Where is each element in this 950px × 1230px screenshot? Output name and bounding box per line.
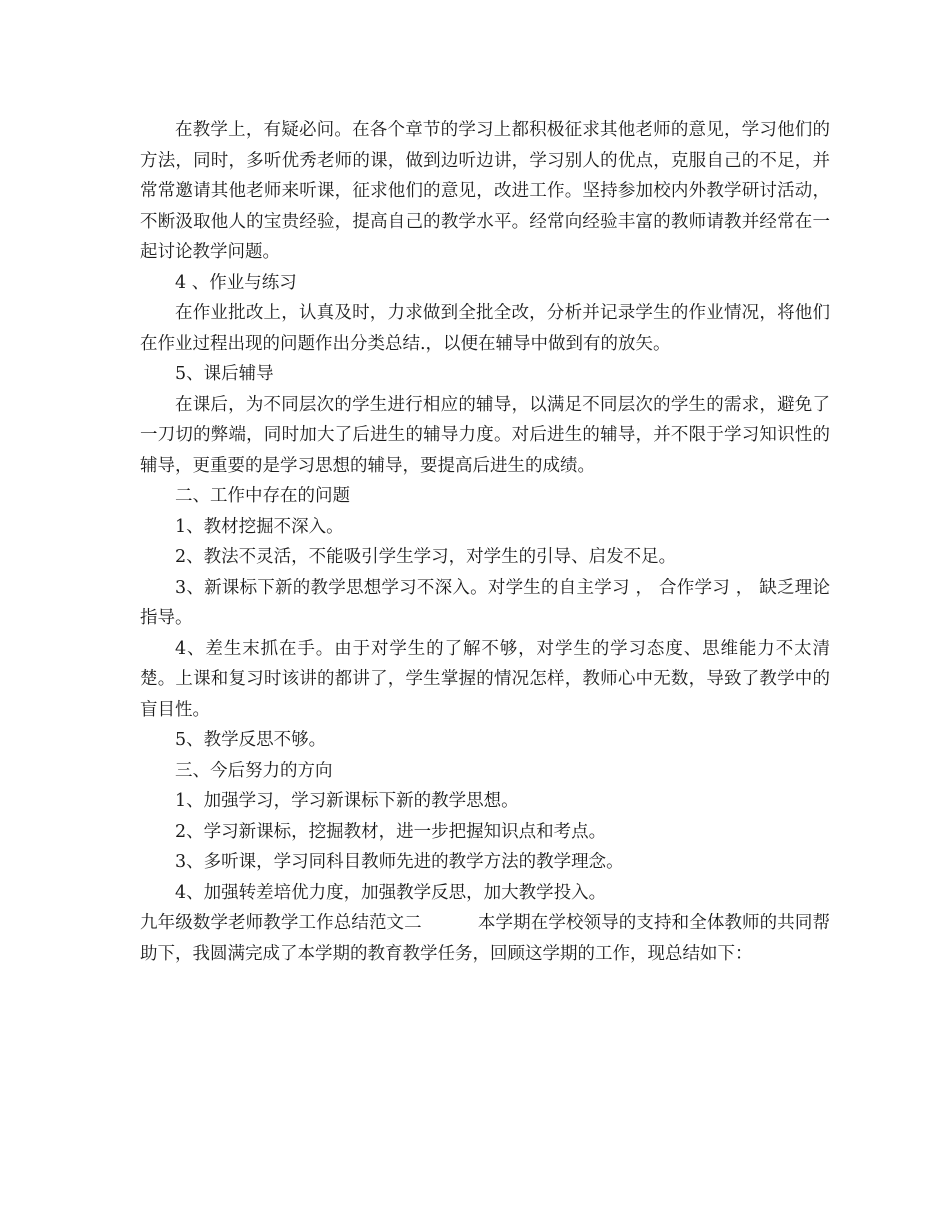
problem-item-3: 3、新课标下新的教学思想学习不深入。对学生的自主学习 ， 合作学习 ， 缺乏理论指导。 (140, 577, 830, 628)
direction-item-3: 3、多听课，学习同科目教师先进的教学方法的教学理念。 (175, 852, 624, 872)
closing-paragraph (140, 908, 830, 969)
heading-after-class-tutoring: 5、课后辅导 (175, 364, 274, 384)
sample-title: 九年级数学老师教学工作总结范文二 (140, 913, 422, 933)
problem-item-1: 1、教材挖掘不深入。 (175, 516, 344, 537)
direction-item-2: 2、学习新课标，挖掘教材，进一步把握知识点和考点。 (175, 821, 607, 842)
heading-existing-problems: 二、工作中存在的问题 (175, 486, 350, 506)
heading-future-direction: 三、今后努力的方向 (175, 760, 333, 781)
direction-item-4: 4、加强转差培优力度，加强教学反思，加大教学投入。 (175, 882, 607, 903)
paragraph-homework-correction: 在作业批改上，认真及时，力求做到全批全改，分析并记录学生的作业情况，将他们在作业过程出现的问题作出分类总结.，以便在辅导中做到有的放矢。 (140, 303, 830, 354)
paragraph-teaching-inquiry: 在教学上，有疑必问。在各个章节的学习上都积极征求其他老师的意见，学习他们的方法，同时，多听优秀老师的课，做到边听边讲，学习别人的优点，克服自己的不足，并常常邀请其他老师来听课，征求他们的意见，改进工作。坚持参加校内外教学研讨活动，不断汲取他人的宝贵经验，提高自己的教学水平。经常向经验丰富的教师请教并经常在一起讨论教学问题。 (140, 120, 830, 262)
problem-item-4: 4、差生末抓在手。由于对学生的了解不够，对学生的学习态度、思维能力不太清楚。上课和复习时该讲的都讲了，学生掌握的情况怎样，教师心中无数，导致了教学中的盲目性。 (140, 638, 830, 720)
document-body (140, 115, 830, 969)
problem-item-2: 2、教法不灵活，不能吸引学生学习，对学生的引导、启发不足。 (175, 547, 677, 567)
direction-item-1: 1、加强学习，学习新课标下新的教学思想。 (175, 791, 519, 811)
paragraph-after-class-tutoring: 在课后，为不同层次的学生进行相应的辅导，以满足不同层次的学生的需求，避免了一刀切的弊端，同时加大了后进生的辅导力度。对后进生的辅导，并不限于学习知识性的辅导，更重要的是学习思想的辅导，要提高后进生的成绩。 (140, 394, 830, 476)
problem-item-5: 5、教学反思不够。 (175, 730, 327, 750)
sample-intro-text: 本学期在学校领导的支持和全体教师的共同帮助下，我圆满完成了本学期的教育教学任务，回顾这学期的工作，现总结如下： (140, 913, 831, 964)
heading-homework-practice: 4 、作业与练习 (175, 272, 297, 293)
